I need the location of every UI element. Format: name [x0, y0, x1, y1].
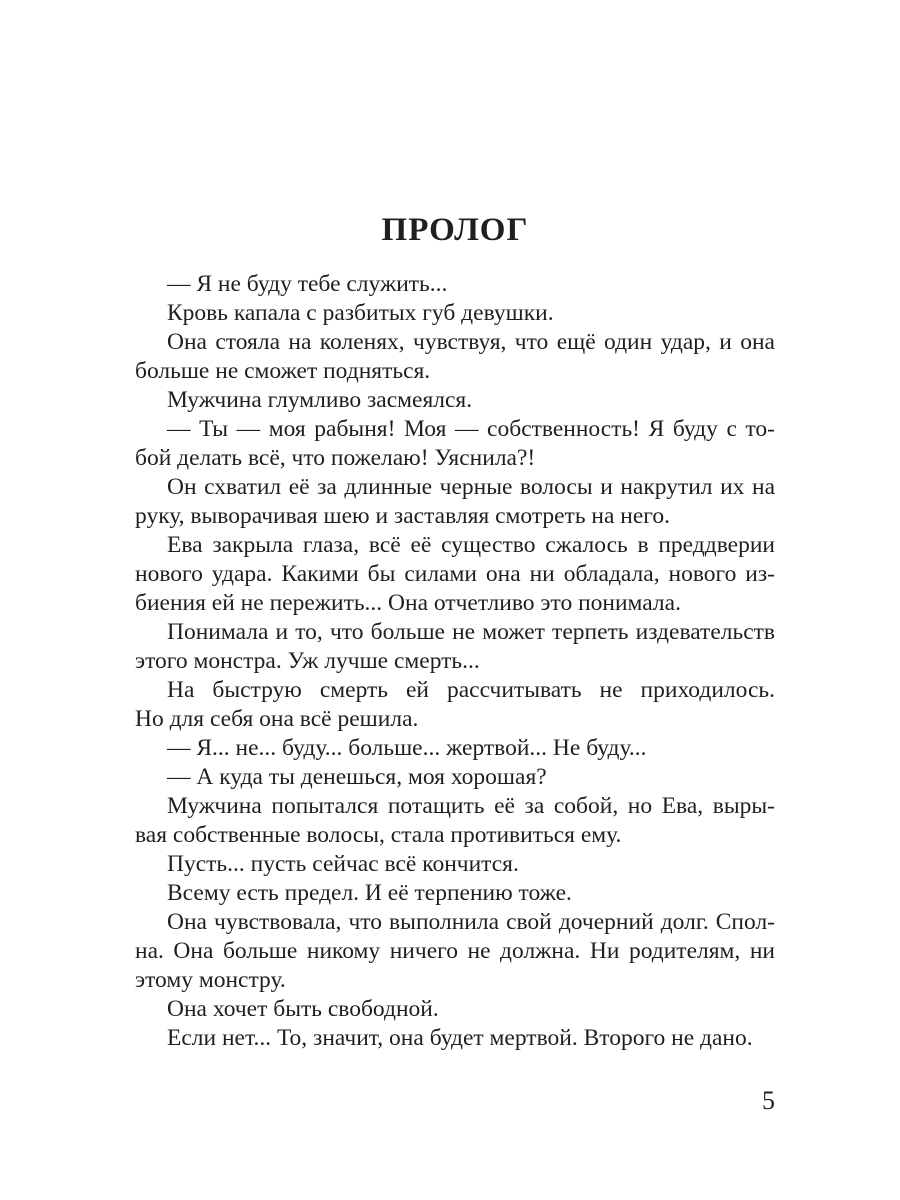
- paragraph: [135, 763, 775, 792]
- text-line: вая собственные волосы, стала противиться ему.: [135, 822, 622, 848]
- text-line: руку, выворачивая шею и заставляя смотреть на него.: [135, 503, 670, 529]
- paragraph: [135, 386, 775, 415]
- text-line: Мужчина глумливо засмеялся.: [167, 387, 473, 413]
- text-line: — Ты — моя рабыня! Моя — собственность! Я буду с то-: [167, 416, 775, 442]
- paragraph: [135, 618, 775, 676]
- page-number: 5: [762, 1086, 775, 1115]
- text-line: бой делать всё, что пожелаю! Уяснила?!: [135, 445, 536, 471]
- text-line: Она чувствовала, что выполнила свой дочерний долг. Спол-: [167, 909, 775, 935]
- text-line: — Я... не... буду... больше... жертвой... Не буду...: [167, 735, 647, 761]
- paragraph: [135, 908, 775, 995]
- text-line: биения ей не пережить... Она отчетливо это понимала.: [135, 590, 681, 616]
- paragraph: [135, 995, 775, 1024]
- text-line: Ева закрыла глаза, всё её существо сжалось в преддверии: [167, 532, 775, 558]
- paragraph: [135, 850, 775, 879]
- text-line: Если нет... То, значит, она будет мертвой. Второго не дано.: [167, 1025, 753, 1051]
- text-line: Кровь капала с разбитых губ девушки.: [167, 300, 554, 326]
- text-line: Пусть... пусть сейчас всё кончится.: [167, 851, 519, 877]
- text-line: этому монстру.: [135, 967, 286, 993]
- paragraph: [135, 299, 775, 328]
- text-line: На быструю смерть ей рассчитывать не приходилось.: [167, 677, 775, 703]
- text-line: больше не сможет подняться.: [135, 358, 431, 384]
- paragraph: [135, 473, 775, 531]
- text-line: Она стояла на коленях, чувствуя, что ещё один удар, и она: [167, 329, 775, 355]
- text-line: Понимала и то, что больше не может терпеть издевательств: [167, 619, 775, 645]
- text-line: этого монстра. Уж лучше смерть...: [135, 648, 480, 674]
- text-line: Всему есть предел. И её терпению тоже.: [167, 880, 572, 906]
- paragraph: [135, 676, 775, 734]
- text-line: Он схватил её за длинные черные волосы и накрутил их на: [167, 474, 775, 500]
- text-line: Она хочет быть свободной.: [167, 996, 439, 1022]
- text-line: Мужчина попытался потащить её за собой, но Ева, выры-: [167, 793, 775, 819]
- paragraph: [135, 415, 775, 473]
- paragraph: [135, 792, 775, 850]
- text-line: — Я не буду тебе служить...: [167, 271, 448, 297]
- text-line: — А куда ты денешься, моя хорошая?: [167, 764, 547, 790]
- text-line: Но для себя она всё решила.: [135, 706, 419, 732]
- paragraph: [135, 1024, 775, 1053]
- paragraph: [135, 879, 775, 908]
- paragraph: [135, 531, 775, 618]
- paragraph: [135, 270, 775, 299]
- paragraph: [135, 734, 775, 763]
- paragraph: [135, 328, 775, 386]
- chapter-title: ПРОЛОГ: [381, 212, 529, 248]
- text-line: нового удара. Какими бы силами она ни обладала, нового из-: [135, 561, 775, 587]
- body-text: [135, 270, 775, 1053]
- text-line: на. Она больше никому ничего не должна. Ни родителям, ни: [135, 938, 775, 964]
